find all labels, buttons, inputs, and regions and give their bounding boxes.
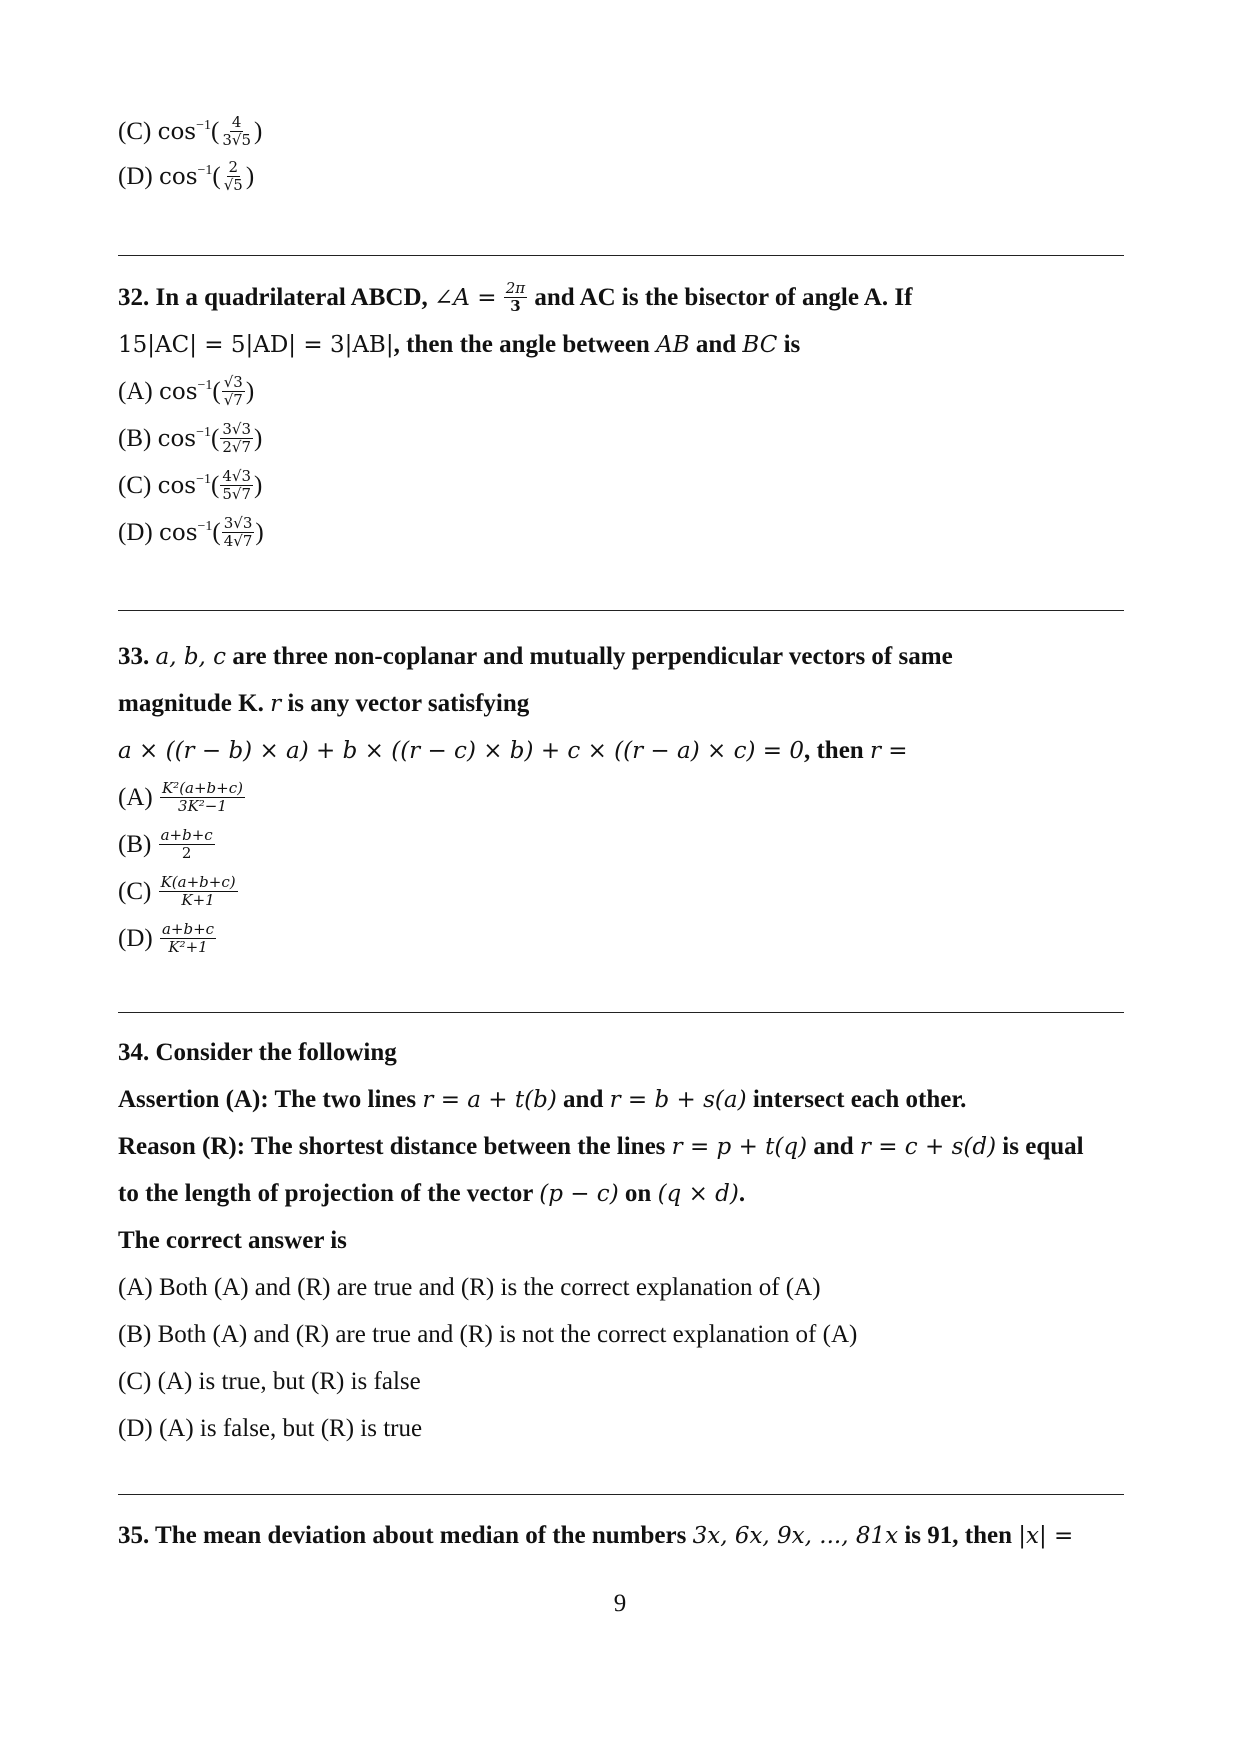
option-label: (B) [118, 425, 152, 452]
exponent: −1 [196, 425, 212, 440]
q35-mid: is 91, then [904, 1522, 1012, 1549]
denominator: K+1 [181, 890, 215, 909]
divider [118, 255, 1124, 256]
option-label: (A) [118, 784, 153, 811]
exponent: −1 [197, 519, 213, 534]
cos-text: cos [158, 520, 198, 546]
q32-lead-tail: and AC is the bisector of angle A. If [534, 284, 913, 311]
q33-line-2 [118, 687, 529, 721]
q33-line1-text: are three non-coplanar and mutually perpendicular vectors of same [232, 643, 953, 670]
fraction [159, 874, 238, 909]
reason-eq-2: r = c + s(d) [859, 1134, 997, 1160]
option-label: (C) [118, 472, 152, 499]
exponent: −1 [197, 163, 213, 178]
fraction [160, 780, 245, 815]
q34-correct-label: The correct answer is [118, 1227, 347, 1254]
r-equals: r = [869, 738, 908, 764]
numerator: K(a+b+c) [160, 872, 236, 891]
exponent: −1 [196, 118, 212, 133]
q31-option-c: (C) $\cos^{-1}$( $\frac{4}{3√5}$ ) [118, 112, 263, 149]
q32-lead: 32. In a quadrilateral ABCD, [118, 284, 428, 311]
q32-option-c: (C) $\cos^{-1}$( $\frac{4√3}{5√7}$ ) [118, 466, 263, 503]
divider [118, 1494, 1124, 1495]
q33-line2-text: is any vector satisfying [287, 690, 530, 717]
cos-text: cos [158, 164, 198, 190]
q33-option-b [118, 825, 216, 864]
denominator: 3K²−1 [178, 796, 227, 815]
page-number: 9 [613, 1590, 627, 1617]
assertion-eq-2: r = b + s(a) [609, 1087, 747, 1113]
numerator: 4√3 [222, 466, 252, 485]
exponent: −1 [197, 378, 213, 393]
q33-line-1 [118, 640, 953, 674]
numerator: √3 [223, 372, 243, 391]
denominator: √5 [223, 175, 243, 194]
q34-assertion [118, 1083, 966, 1117]
number-sequence: 3x, 6x, 9x, ..., 81x [692, 1523, 899, 1549]
is-text: is [783, 331, 801, 358]
cos-text: cos [157, 119, 197, 145]
vector-ab: AB [656, 332, 690, 358]
option-label: (D) [118, 519, 153, 546]
q32-option-a: (A) $\cos^{-1}$( $\frac{√3}{√7}$ ) [118, 372, 255, 409]
denominator: K²+1 [168, 937, 208, 956]
q32-cond-tail: , then the angle between [393, 331, 650, 358]
reason-tail: is equal [1002, 1133, 1084, 1160]
and-text: and [695, 331, 737, 358]
denominator: 2 [181, 843, 192, 862]
denominator: 2√7 [222, 437, 252, 456]
q33-option-c [118, 872, 239, 911]
q33-option-a [118, 778, 246, 817]
assertion-lead: Assertion (A): The two lines [118, 1086, 417, 1113]
option-label: (C) [118, 878, 152, 905]
fraction [159, 827, 215, 862]
fraction [222, 515, 255, 550]
q31-option-d: (D) $\cos^{-1}$( $\frac{2}{√5}$ ) [118, 157, 255, 194]
reason-lead: Reason (R): The shortest distance between the lines [118, 1133, 666, 1160]
reason-eq-1: r = p + t(q) [671, 1134, 808, 1160]
q33-option-d [118, 919, 217, 958]
period: . [738, 1180, 746, 1207]
condition-expr: 15|AC| = 5|AD| = 3|AB| [118, 332, 394, 358]
option-label: (D) [118, 163, 153, 190]
q34-option-d: (D) (A) is false, but (R) is true [118, 1415, 423, 1442]
q33-equation: a × ((r − b) × a) + b × ((r − c) × b) + c × ((r − a) × c) = 0 [118, 738, 804, 764]
numerator: 2 [228, 157, 239, 176]
fraction [220, 114, 253, 149]
vectors-abc: a, b, c [155, 644, 227, 670]
q33-line-3 [118, 734, 908, 768]
q34-option-b: (B) Both (A) and (R) are true and (R) is not the correct explanation of (A) [118, 1321, 858, 1348]
q34-title: 34. Consider the following [118, 1039, 397, 1066]
q33-equation-tail: , then [803, 737, 864, 764]
q35-lead: 35. The mean deviation about median of the numbers [118, 1522, 687, 1549]
q33-magnitude-text: magnitude K. [118, 690, 264, 717]
q34-option-a: (A) Both (A) and (R) are true and (R) is the correct explanation of (A) [118, 1274, 821, 1301]
option-label: (A) [118, 378, 153, 405]
on-text: on [624, 1180, 652, 1207]
numerator: 2π [505, 278, 526, 297]
q35-line [118, 1519, 1073, 1553]
cos-text: cos [157, 426, 197, 452]
q32-line-1 [118, 278, 913, 317]
option-label: (D) [118, 925, 153, 952]
denominator: √7 [223, 390, 243, 409]
and-text: and [563, 1086, 604, 1113]
q34-reason [118, 1130, 1084, 1164]
fraction [222, 159, 245, 194]
fraction [220, 421, 253, 456]
reason2-eq-2: (q × d) [657, 1181, 739, 1207]
q32-option-d: (D) $\cos^{-1}$( $\frac{3√3}{4√7}$ ) [118, 513, 264, 550]
fraction [160, 921, 216, 956]
vector-bc: BC [742, 332, 778, 358]
fraction [222, 374, 245, 409]
assertion-tail: intersect each other. [752, 1086, 967, 1113]
cos-text: cos [157, 473, 197, 499]
numerator: a+b+c [160, 825, 213, 844]
q34-option-c: (C) (A) is true, but (R) is false [118, 1368, 421, 1395]
exponent: −1 [196, 472, 212, 487]
denominator: 3√5 [222, 130, 252, 149]
q34-reason-cont [118, 1177, 745, 1211]
numerator: 3√3 [222, 419, 252, 438]
q33-number: 33. [118, 643, 150, 670]
denominator: 3 [510, 296, 521, 315]
denominator: 4√7 [223, 531, 253, 550]
angle-fraction [504, 280, 527, 315]
vector-r: r [270, 691, 282, 717]
q32-line-2 [118, 328, 800, 362]
reason2-lead: to the length of projection of the vector [118, 1180, 533, 1207]
divider [118, 1012, 1124, 1013]
abs-x-expr: |x| = [1018, 1523, 1074, 1549]
reason2-eq-1: (p − c) [539, 1181, 619, 1207]
assertion-eq-1: r = a + t(b) [422, 1087, 557, 1113]
option-label: (B) [118, 831, 152, 858]
angle-expr: ∠A = [434, 285, 497, 311]
numerator: 3√3 [223, 513, 253, 532]
fraction [220, 468, 253, 503]
numerator: K²(a+b+c) [161, 778, 243, 797]
option-label: (C) [118, 118, 152, 145]
cos-text: cos [158, 379, 198, 405]
and-text: and [813, 1133, 854, 1160]
numerator: 4 [231, 112, 242, 131]
numerator: a+b+c [161, 919, 215, 938]
divider [118, 610, 1124, 611]
q32-option-b: (B) $\cos^{-1}$( $\frac{3√3}{2√7}$ ) [118, 419, 263, 456]
denominator: 5√7 [222, 484, 252, 503]
